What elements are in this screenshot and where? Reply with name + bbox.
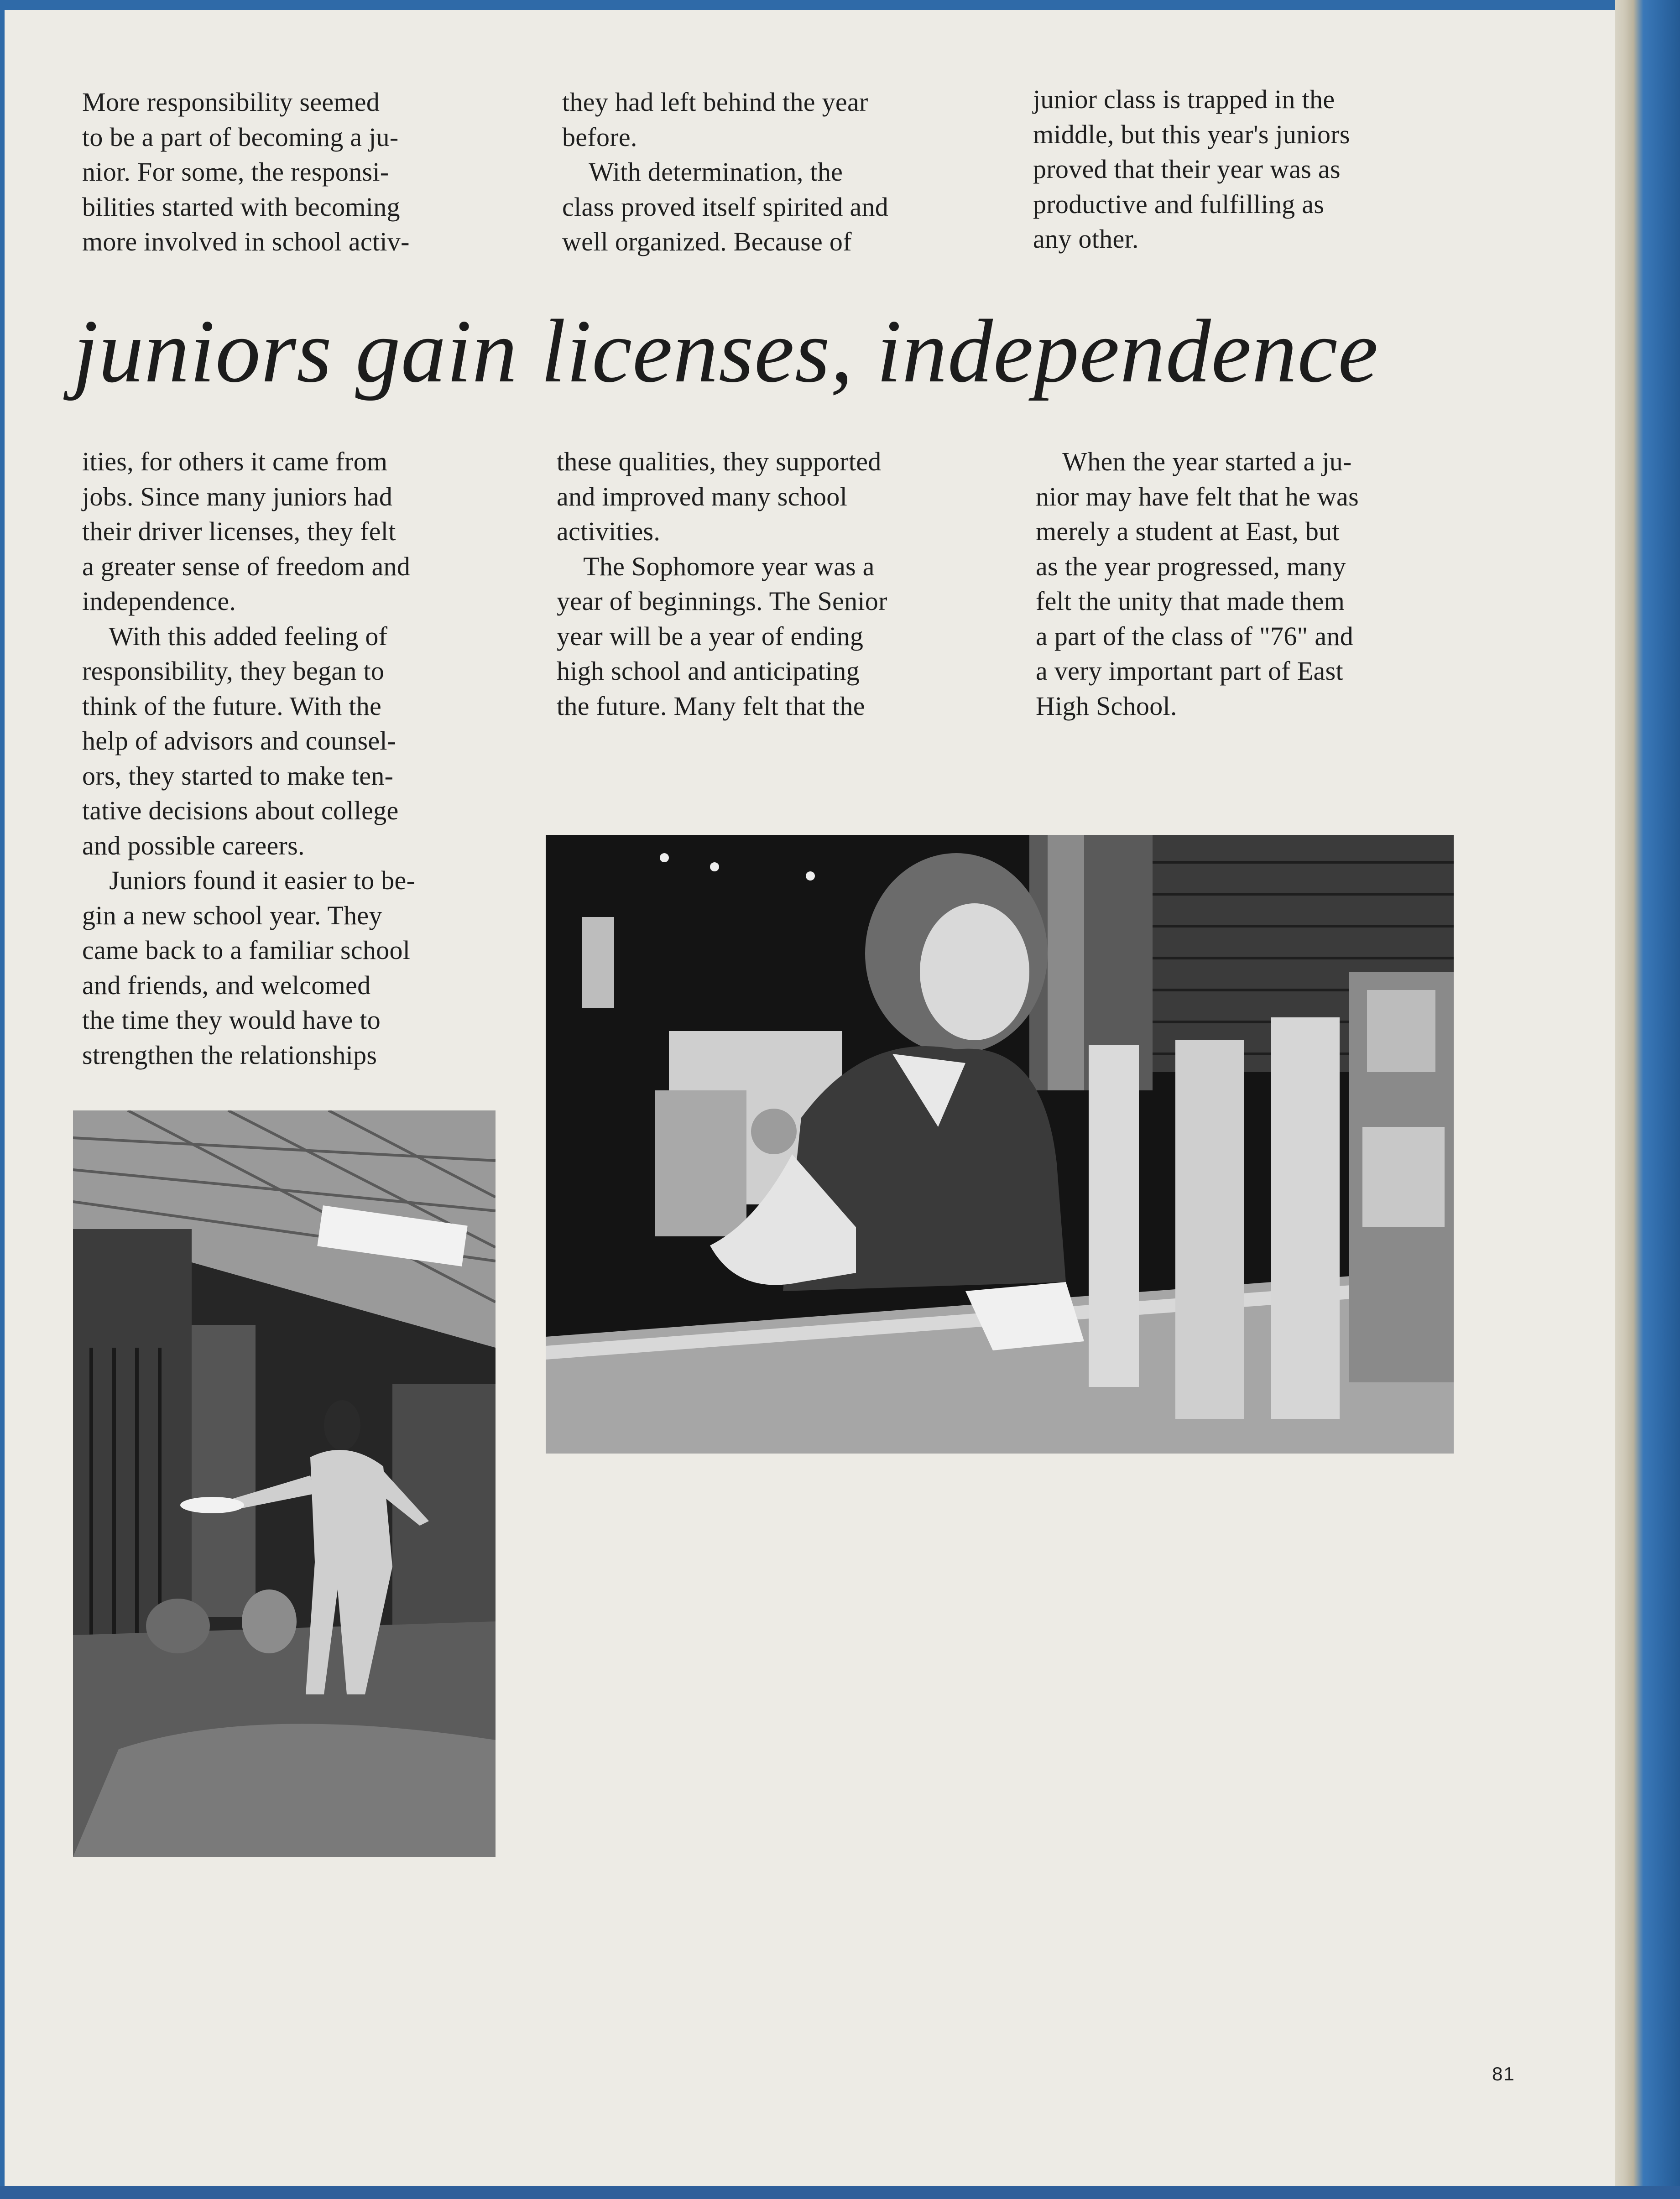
body-text-top-column-2: they had left behind the year before. With determination, the class proved itself spirited and well organized. Because of <box>562 87 889 256</box>
book-edge-top <box>0 0 1680 10</box>
book-edge-bottom <box>0 2186 1680 2199</box>
body-text-column-1: ities, for others it came from jobs. Since many juniors had their driver licenses, they felt a greater sense of freedom and independence. With this added feeling of responsibility, they began to think of the future. With the help of advisors and counsel- ors, they started to make ten- tative decisions about college and possible careers. Juniors found it easier to be- gin a new school year. They came back to a familiar school and friends, and welcomed the time they would have to strengthen the relationships <box>82 447 416 1070</box>
hallway-photo-illustration <box>73 1110 496 1857</box>
photo-student-at-counter <box>546 835 1454 1454</box>
body-text-top-column-3: junior class is trapped in the middle, but this year's juniors proved that their year was as productive and fulfilling as any other. <box>1033 84 1350 254</box>
book-edge-left <box>0 0 5 2199</box>
book-spine <box>1615 0 1680 2199</box>
counter-photo-illustration <box>546 835 1454 1454</box>
body-text-column-3: When the year started a ju- nior may have felt that he was merely a student at East, but as the year progressed, many felt the unity that made them a part of the class of "76" and a very important part of East High School. <box>1036 447 1359 721</box>
photo-student-in-hallway <box>73 1110 496 1857</box>
page-headline: juniors gain licenses, independence <box>73 301 1379 401</box>
body-text-top-column-1: More responsibility seemed to be a part of becoming a ju- nior. For some, the responsi- bilities started with becoming more involved in school activ- <box>82 87 410 256</box>
body-text-column-2: these qualities, they supported and improved many school activities. The Sophomore year was a year of beginnings. The Senior year will be a year of ending high school and anticipating the future. Many felt that the <box>557 447 887 721</box>
page-number: 81 <box>1492 2063 1515 2084</box>
